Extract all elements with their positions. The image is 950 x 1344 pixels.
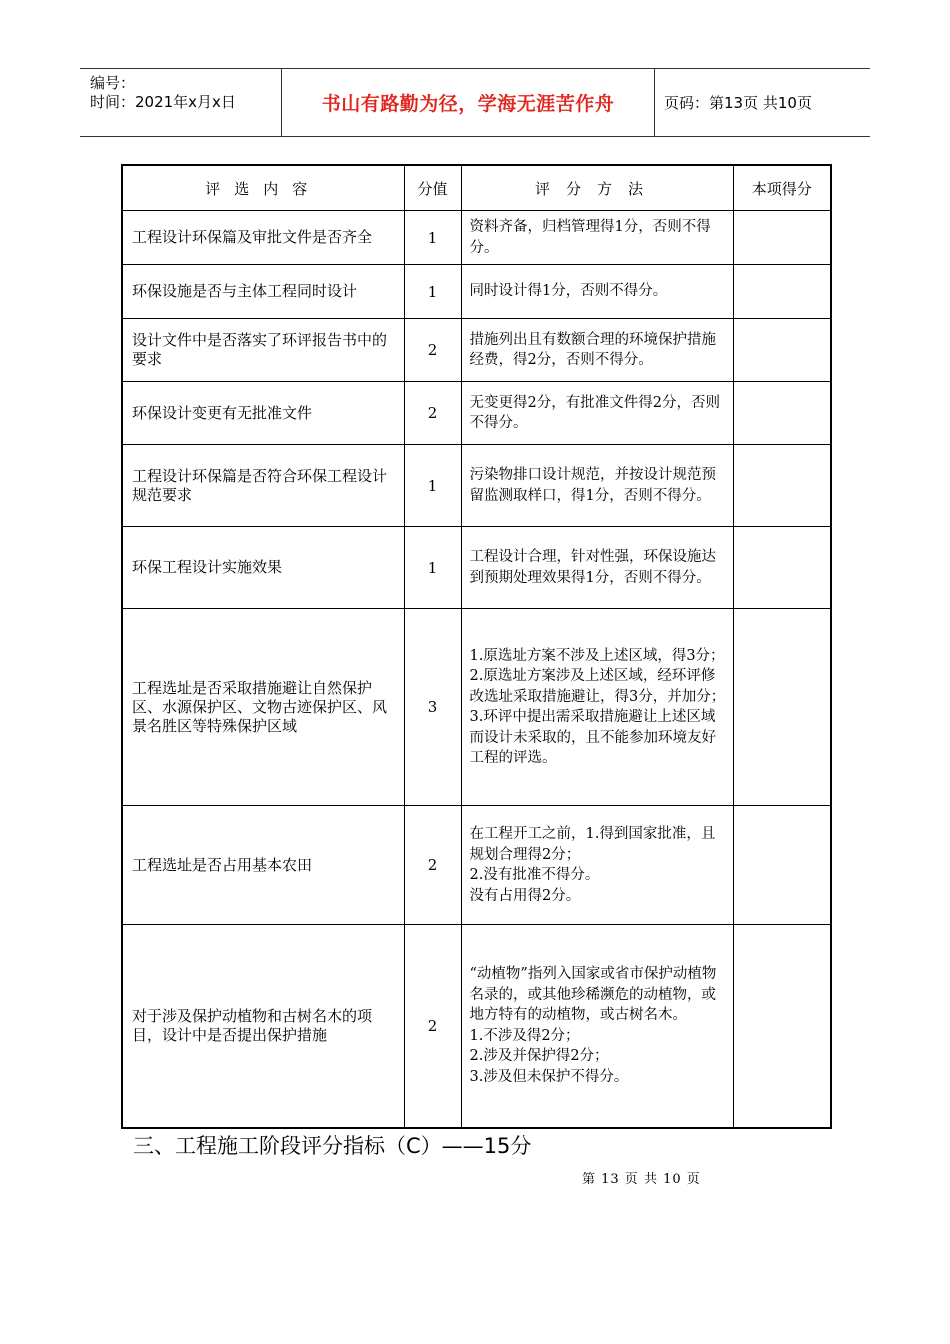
method-line: 没有占用得2分。	[469, 887, 581, 904]
cell-earned[interactable]	[733, 319, 831, 382]
header-meta	[80, 69, 282, 136]
cell-method	[461, 319, 733, 382]
cell-earned[interactable]	[733, 609, 831, 806]
table-row	[122, 925, 831, 1128]
cell-content: 对于涉及保护动植物和古树名木的项目，设计中是否提出保护措施	[122, 925, 404, 1128]
time-label: 时间：2021年x月x日	[90, 93, 236, 111]
cell-method	[461, 211, 733, 265]
cell-content: 环保设施是否与主体工程同时设计	[122, 265, 404, 319]
method-line: 无变更得2分，有批准文件得2分，否则不得分。	[469, 394, 720, 431]
col-header-earned: 本项得分	[733, 165, 831, 211]
cell-method	[461, 609, 733, 806]
table-header-row	[122, 165, 831, 211]
cell-earned[interactable]	[733, 211, 831, 265]
method-line: 2.没有批准不得分。	[469, 867, 600, 883]
method-line: 资料齐备，归档管理得1分，否则不得分。	[469, 219, 711, 256]
cell-content: 工程选址是否占用基本农田	[122, 806, 404, 925]
cell-content: 环保工程设计实施效果	[122, 527, 404, 609]
cell-earned[interactable]	[733, 382, 831, 445]
method-line: 1.不涉及得2分；	[469, 1027, 580, 1044]
page-footer: 第 13 页 共 10 页	[582, 1172, 701, 1187]
cell-score: 2	[404, 382, 461, 445]
cell-method	[461, 445, 733, 527]
header-motto: 书山有路勤为径，学海无涯苦作舟	[282, 69, 655, 136]
cell-earned[interactable]	[733, 925, 831, 1128]
cell-score: 1	[404, 211, 461, 265]
method-line: 3.涉及但未保护不得分。	[469, 1068, 629, 1085]
cell-earned[interactable]	[733, 445, 831, 527]
cell-method	[461, 265, 733, 319]
cell-score: 1	[404, 527, 461, 609]
cell-content: 环保设计变更有无批准文件	[122, 382, 404, 445]
cell-score: 1	[404, 265, 461, 319]
cell-earned[interactable]	[733, 527, 831, 609]
page-header	[80, 68, 870, 137]
method-line: 工程设计合理，针对性强，环保设施达到预期处理效果得1分，否则不得分。	[469, 549, 716, 586]
cell-method	[461, 806, 733, 925]
method-line: 2.涉及并保护得2分；	[469, 1048, 609, 1065]
cell-score: 2	[404, 925, 461, 1128]
method-line: 3.环评中提出需采取措施避让上述区域而设计未采取的，且不能参加环境友好工程的评选。	[469, 709, 716, 766]
cell-method	[461, 527, 733, 609]
cell-content: 工程选址是否采取措施避让自然保护区、水源保护区、文物古迹保护区、风景名胜区等特殊保护区域	[122, 609, 404, 806]
method-line: 1.原选址方案不涉及上述区域，得3分；	[469, 647, 725, 664]
table-row	[122, 806, 831, 925]
method-line: “动植物”指列入国家或省市保护动植物名录的，或其他珍稀濒危的动植物，或地方特有的动植物，或古树名木。	[469, 966, 717, 1024]
method-line: 2.原选址方案涉及上述区域，经环评修改选址采取措施避让，得3分，并加分；	[469, 668, 726, 705]
table-row	[122, 211, 831, 265]
scoring-table	[121, 164, 832, 1129]
method-line: 污染物排口设计规范，并按设计规范预留监测取样口，得1分，否则不得分。	[469, 467, 716, 504]
cell-score: 2	[404, 806, 461, 925]
cell-earned[interactable]	[733, 806, 831, 925]
table-body	[122, 211, 831, 1128]
table-row	[122, 382, 831, 445]
table-row	[122, 319, 831, 382]
number-label: 编号：	[90, 74, 136, 92]
method-line: 在工程开工之前，1.得到国家批准，且规划合理得2分；	[469, 826, 716, 863]
cell-score: 2	[404, 319, 461, 382]
col-header-method: 评分方法	[461, 165, 733, 211]
cell-content: 工程设计环保篇及审批文件是否齐全	[122, 211, 404, 265]
table-row	[122, 609, 831, 806]
cell-score: 1	[404, 445, 461, 527]
section-title: 三、工程施工阶段评分指标（C）——15分	[133, 1134, 532, 1158]
cell-method	[461, 925, 733, 1128]
header-page-code: 页码：第13页 共10页	[664, 94, 812, 112]
table-row	[122, 445, 831, 527]
cell-method	[461, 382, 733, 445]
col-header-score: 分值	[404, 165, 461, 211]
cell-content: 设计文件中是否落实了环评报告书中的要求	[122, 319, 404, 382]
method-line: 措施列出且有数额合理的环境保护措施经费，得2分，否则不得分。	[469, 331, 716, 368]
cell-earned[interactable]	[733, 265, 831, 319]
cell-score: 3	[404, 609, 461, 806]
method-line: 同时设计得1分，否则不得分。	[469, 283, 668, 300]
col-header-content: 评选内容	[122, 165, 404, 211]
cell-content: 工程设计环保篇是否符合环保工程设计规范要求	[122, 445, 404, 527]
table-row	[122, 527, 831, 609]
table-row	[122, 265, 831, 319]
